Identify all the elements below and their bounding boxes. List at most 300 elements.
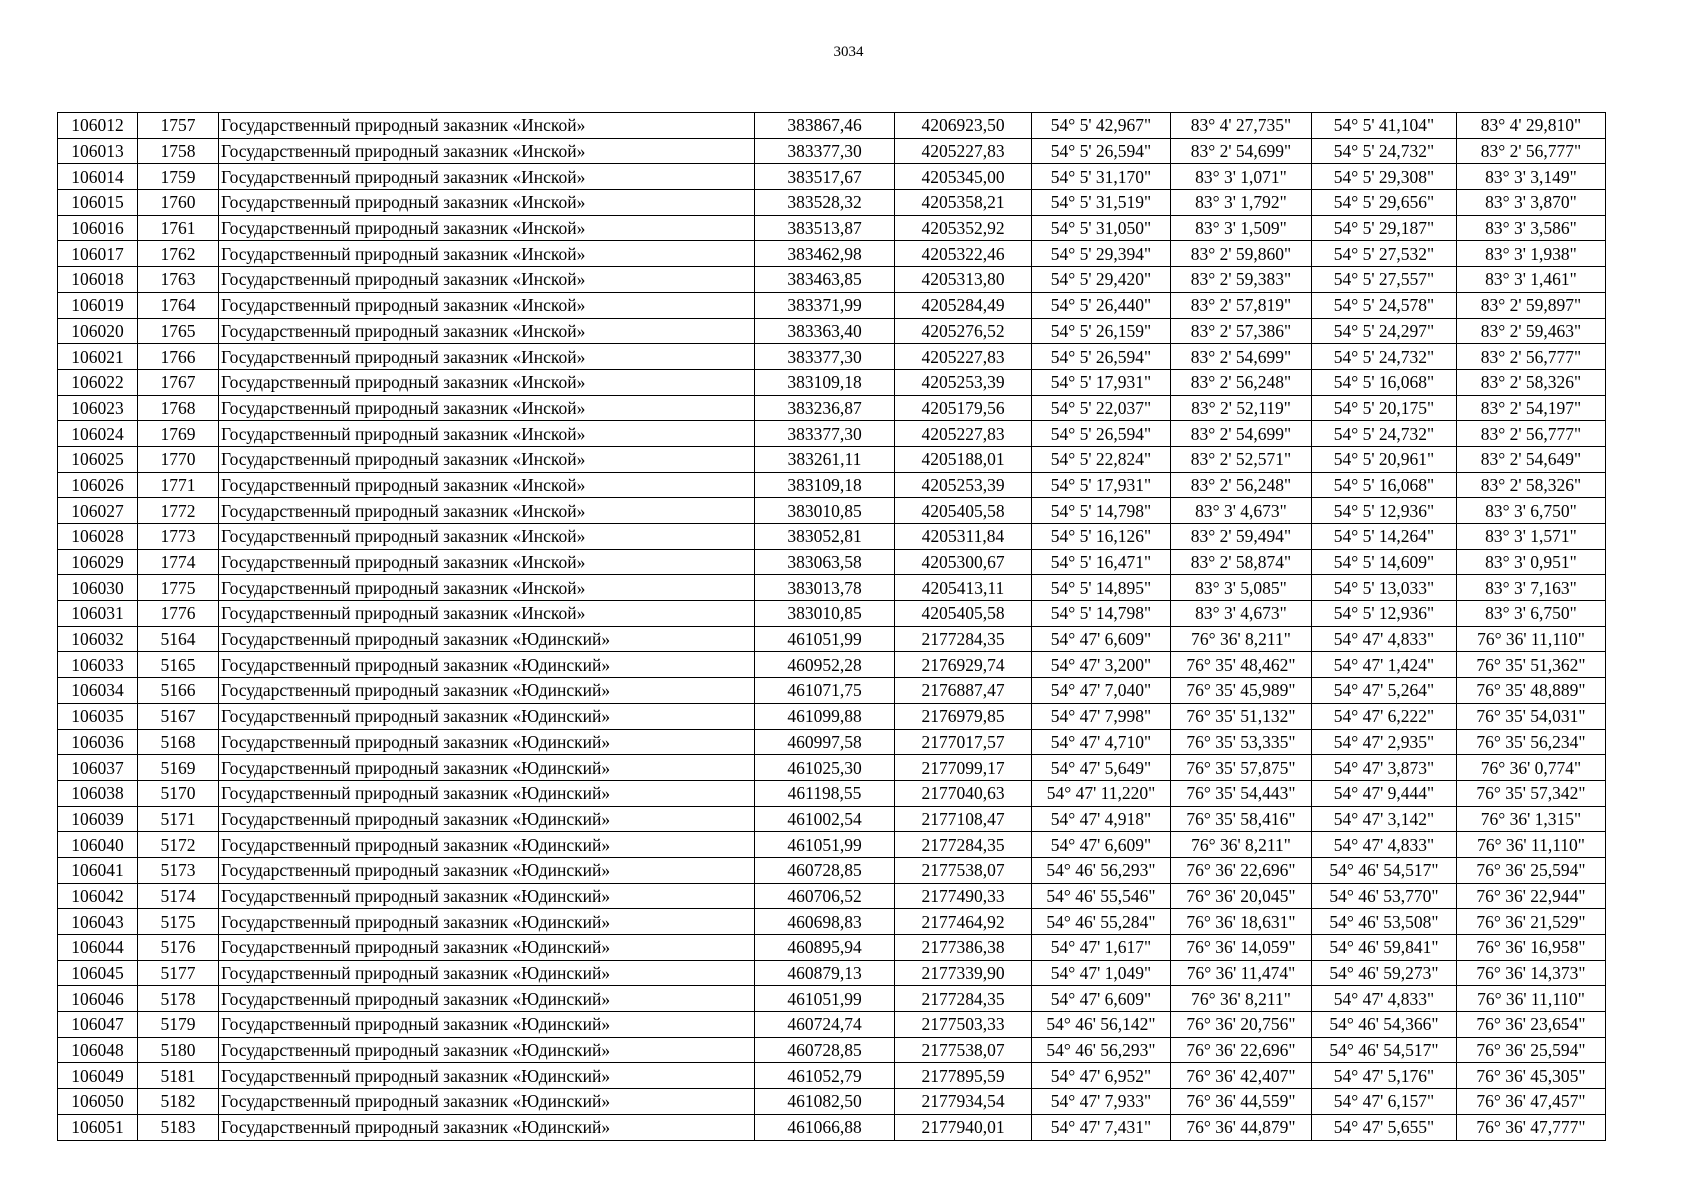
record-id-cell: 106038 xyxy=(58,780,138,806)
object-name-cell: Государственный природный заказник «Юдинский» xyxy=(219,1037,755,1063)
latitude-1-cell: 54° 47' 6,952" xyxy=(1032,1063,1171,1089)
object-name-cell: Государственный природный заказник «Инской» xyxy=(219,601,755,627)
point-number-cell: 1771 xyxy=(138,472,219,498)
x-coordinate-cell: 461051,99 xyxy=(755,832,895,858)
x-coordinate-cell: 383462,98 xyxy=(755,241,895,267)
longitude-1-cell: 83° 3' 1,071" xyxy=(1171,164,1312,190)
x-coordinate-cell: 383867,46 xyxy=(755,113,895,139)
y-coordinate-cell: 2177284,35 xyxy=(895,832,1032,858)
latitude-1-cell: 54° 47' 1,617" xyxy=(1032,935,1171,961)
table-row xyxy=(58,215,1606,241)
table-row xyxy=(58,267,1606,293)
object-name-cell: Государственный природный заказник «Инской» xyxy=(219,575,755,601)
x-coordinate-cell: 383013,78 xyxy=(755,575,895,601)
table-row xyxy=(58,960,1606,986)
table-body xyxy=(58,113,1606,1141)
x-coordinate-cell: 383371,99 xyxy=(755,292,895,318)
latitude-1-cell: 54° 46' 55,284" xyxy=(1032,909,1171,935)
object-name-cell: Государственный природный заказник «Юдинский» xyxy=(219,626,755,652)
latitude-2-cell: 54° 5' 20,961" xyxy=(1312,446,1457,472)
page-number: 3034 xyxy=(833,44,864,60)
longitude-2-cell: 83° 2' 59,463" xyxy=(1457,318,1606,344)
latitude-2-cell: 54° 47' 5,264" xyxy=(1312,678,1457,704)
longitude-1-cell: 83° 3' 5,085" xyxy=(1171,575,1312,601)
latitude-2-cell: 54° 47' 4,833" xyxy=(1312,626,1457,652)
longitude-1-cell: 76° 36' 14,059" xyxy=(1171,935,1312,961)
point-number-cell: 1762 xyxy=(138,241,219,267)
y-coordinate-cell: 2177040,63 xyxy=(895,780,1032,806)
table-row xyxy=(58,703,1606,729)
longitude-2-cell: 83° 3' 6,750" xyxy=(1457,601,1606,627)
latitude-2-cell: 54° 47' 3,142" xyxy=(1312,806,1457,832)
x-coordinate-cell: 383377,30 xyxy=(755,421,895,447)
record-id-cell: 106050 xyxy=(58,1089,138,1115)
point-number-cell: 5179 xyxy=(138,1012,219,1038)
y-coordinate-cell: 2177284,35 xyxy=(895,986,1032,1012)
y-coordinate-cell: 4205179,56 xyxy=(895,395,1032,421)
longitude-1-cell: 76° 35' 54,443" xyxy=(1171,780,1312,806)
point-number-cell: 1765 xyxy=(138,318,219,344)
latitude-1-cell: 54° 5' 16,471" xyxy=(1032,549,1171,575)
longitude-1-cell: 83° 2' 56,248" xyxy=(1171,369,1312,395)
point-number-cell: 5169 xyxy=(138,755,219,781)
longitude-1-cell: 76° 35' 48,462" xyxy=(1171,652,1312,678)
longitude-1-cell: 76° 35' 53,335" xyxy=(1171,729,1312,755)
y-coordinate-cell: 2177895,59 xyxy=(895,1063,1032,1089)
latitude-1-cell: 54° 46' 56,293" xyxy=(1032,857,1171,883)
x-coordinate-cell: 461082,50 xyxy=(755,1089,895,1115)
longitude-2-cell: 83° 3' 3,149" xyxy=(1457,164,1606,190)
record-id-cell: 106030 xyxy=(58,575,138,601)
x-coordinate-cell: 383377,30 xyxy=(755,344,895,370)
latitude-2-cell: 54° 47' 5,176" xyxy=(1312,1063,1457,1089)
longitude-2-cell: 76° 35' 57,342" xyxy=(1457,780,1606,806)
table-row xyxy=(58,524,1606,550)
point-number-cell: 5176 xyxy=(138,935,219,961)
object-name-cell: Государственный природный заказник «Юдинский» xyxy=(219,909,755,935)
x-coordinate-cell: 383377,30 xyxy=(755,138,895,164)
point-number-cell: 5180 xyxy=(138,1037,219,1063)
longitude-2-cell: 76° 36' 14,373" xyxy=(1457,960,1606,986)
latitude-2-cell: 54° 46' 53,770" xyxy=(1312,883,1457,909)
table-row xyxy=(58,678,1606,704)
longitude-2-cell: 83° 2' 58,326" xyxy=(1457,472,1606,498)
latitude-1-cell: 54° 5' 26,594" xyxy=(1032,421,1171,447)
record-id-cell: 106033 xyxy=(58,652,138,678)
longitude-2-cell: 76° 35' 48,889" xyxy=(1457,678,1606,704)
object-name-cell: Государственный природный заказник «Юдинский» xyxy=(219,1114,755,1140)
point-number-cell: 1772 xyxy=(138,498,219,524)
longitude-2-cell: 76° 36' 21,529" xyxy=(1457,909,1606,935)
x-coordinate-cell: 383528,32 xyxy=(755,190,895,216)
table-row xyxy=(58,421,1606,447)
y-coordinate-cell: 2177464,92 xyxy=(895,909,1032,935)
longitude-1-cell: 76° 36' 11,474" xyxy=(1171,960,1312,986)
latitude-2-cell: 54° 5' 27,532" xyxy=(1312,241,1457,267)
x-coordinate-cell: 461071,75 xyxy=(755,678,895,704)
record-id-cell: 106043 xyxy=(58,909,138,935)
latitude-2-cell: 54° 46' 54,517" xyxy=(1312,1037,1457,1063)
point-number-cell: 1757 xyxy=(138,113,219,139)
point-number-cell: 5181 xyxy=(138,1063,219,1089)
latitude-1-cell: 54° 5' 14,798" xyxy=(1032,601,1171,627)
table-row xyxy=(58,601,1606,627)
latitude-1-cell: 54° 47' 7,998" xyxy=(1032,703,1171,729)
y-coordinate-cell: 2177538,07 xyxy=(895,857,1032,883)
latitude-2-cell: 54° 5' 41,104" xyxy=(1312,113,1457,139)
record-id-cell: 106026 xyxy=(58,472,138,498)
y-coordinate-cell: 2177284,35 xyxy=(895,626,1032,652)
longitude-1-cell: 83° 2' 59,494" xyxy=(1171,524,1312,550)
record-id-cell: 106020 xyxy=(58,318,138,344)
x-coordinate-cell: 460698,83 xyxy=(755,909,895,935)
latitude-1-cell: 54° 47' 6,609" xyxy=(1032,626,1171,652)
latitude-1-cell: 54° 47' 5,649" xyxy=(1032,755,1171,781)
record-id-cell: 106024 xyxy=(58,421,138,447)
latitude-2-cell: 54° 5' 29,187" xyxy=(1312,215,1457,241)
point-number-cell: 1760 xyxy=(138,190,219,216)
y-coordinate-cell: 2177503,33 xyxy=(895,1012,1032,1038)
table-row xyxy=(58,1012,1606,1038)
object-name-cell: Государственный природный заказник «Инской» xyxy=(219,267,755,293)
y-coordinate-cell: 4205358,21 xyxy=(895,190,1032,216)
longitude-1-cell: 83° 2' 57,819" xyxy=(1171,292,1312,318)
record-id-cell: 106027 xyxy=(58,498,138,524)
point-number-cell: 1764 xyxy=(138,292,219,318)
latitude-2-cell: 54° 5' 14,609" xyxy=(1312,549,1457,575)
longitude-2-cell: 83° 2' 54,197" xyxy=(1457,395,1606,421)
longitude-2-cell: 83° 2' 56,777" xyxy=(1457,138,1606,164)
latitude-2-cell: 54° 47' 1,424" xyxy=(1312,652,1457,678)
latitude-1-cell: 54° 5' 16,126" xyxy=(1032,524,1171,550)
object-name-cell: Государственный природный заказник «Юдинский» xyxy=(219,857,755,883)
x-coordinate-cell: 460706,52 xyxy=(755,883,895,909)
latitude-1-cell: 54° 47' 7,431" xyxy=(1032,1114,1171,1140)
point-number-cell: 5165 xyxy=(138,652,219,678)
table-row xyxy=(58,138,1606,164)
longitude-2-cell: 83° 4' 29,810" xyxy=(1457,113,1606,139)
longitude-1-cell: 83° 2' 56,248" xyxy=(1171,472,1312,498)
latitude-2-cell: 54° 47' 5,655" xyxy=(1312,1114,1457,1140)
table-row xyxy=(58,318,1606,344)
record-id-cell: 106017 xyxy=(58,241,138,267)
point-number-cell: 1773 xyxy=(138,524,219,550)
record-id-cell: 106028 xyxy=(58,524,138,550)
latitude-1-cell: 54° 5' 22,824" xyxy=(1032,446,1171,472)
coordinates-table xyxy=(57,112,1606,1141)
longitude-2-cell: 76° 36' 47,457" xyxy=(1457,1089,1606,1115)
latitude-1-cell: 54° 47' 7,933" xyxy=(1032,1089,1171,1115)
point-number-cell: 1770 xyxy=(138,446,219,472)
point-number-cell: 1767 xyxy=(138,369,219,395)
object-name-cell: Государственный природный заказник «Инской» xyxy=(219,395,755,421)
y-coordinate-cell: 4205253,39 xyxy=(895,472,1032,498)
record-id-cell: 106049 xyxy=(58,1063,138,1089)
longitude-1-cell: 76° 36' 20,756" xyxy=(1171,1012,1312,1038)
latitude-2-cell: 54° 5' 12,936" xyxy=(1312,601,1457,627)
y-coordinate-cell: 4205284,49 xyxy=(895,292,1032,318)
longitude-2-cell: 76° 36' 11,110" xyxy=(1457,626,1606,652)
y-coordinate-cell: 4205300,67 xyxy=(895,549,1032,575)
latitude-1-cell: 54° 5' 31,050" xyxy=(1032,215,1171,241)
latitude-2-cell: 54° 47' 6,157" xyxy=(1312,1089,1457,1115)
object-name-cell: Государственный природный заказник «Инской» xyxy=(219,138,755,164)
record-id-cell: 106037 xyxy=(58,755,138,781)
longitude-2-cell: 76° 36' 25,594" xyxy=(1457,857,1606,883)
longitude-2-cell: 83° 3' 1,571" xyxy=(1457,524,1606,550)
table-row xyxy=(58,1037,1606,1063)
object-name-cell: Государственный природный заказник «Инской» xyxy=(219,292,755,318)
table-row xyxy=(58,164,1606,190)
point-number-cell: 1776 xyxy=(138,601,219,627)
x-coordinate-cell: 461052,79 xyxy=(755,1063,895,1089)
object-name-cell: Государственный природный заказник «Юдинский» xyxy=(219,729,755,755)
table-row xyxy=(58,498,1606,524)
record-id-cell: 106042 xyxy=(58,883,138,909)
point-number-cell: 5167 xyxy=(138,703,219,729)
record-id-cell: 106046 xyxy=(58,986,138,1012)
latitude-1-cell: 54° 47' 4,918" xyxy=(1032,806,1171,832)
longitude-2-cell: 83° 2' 59,897" xyxy=(1457,292,1606,318)
latitude-2-cell: 54° 46' 54,366" xyxy=(1312,1012,1457,1038)
object-name-cell: Государственный природный заказник «Инской» xyxy=(219,549,755,575)
latitude-2-cell: 54° 5' 24,732" xyxy=(1312,138,1457,164)
x-coordinate-cell: 383236,87 xyxy=(755,395,895,421)
y-coordinate-cell: 4205227,83 xyxy=(895,344,1032,370)
y-coordinate-cell: 4205227,83 xyxy=(895,138,1032,164)
latitude-2-cell: 54° 5' 20,175" xyxy=(1312,395,1457,421)
longitude-1-cell: 83° 2' 52,571" xyxy=(1171,446,1312,472)
latitude-2-cell: 54° 47' 6,222" xyxy=(1312,703,1457,729)
longitude-2-cell: 83° 3' 1,938" xyxy=(1457,241,1606,267)
object-name-cell: Государственный природный заказник «Юдинский» xyxy=(219,832,755,858)
point-number-cell: 5168 xyxy=(138,729,219,755)
longitude-1-cell: 83° 2' 57,386" xyxy=(1171,318,1312,344)
longitude-2-cell: 83° 3' 7,163" xyxy=(1457,575,1606,601)
object-name-cell: Государственный природный заказник «Инской» xyxy=(219,421,755,447)
point-number-cell: 5178 xyxy=(138,986,219,1012)
table-row xyxy=(58,549,1606,575)
point-number-cell: 1775 xyxy=(138,575,219,601)
object-name-cell: Государственный природный заказник «Инской» xyxy=(219,344,755,370)
point-number-cell: 1768 xyxy=(138,395,219,421)
y-coordinate-cell: 4205405,58 xyxy=(895,601,1032,627)
x-coordinate-cell: 461051,99 xyxy=(755,986,895,1012)
x-coordinate-cell: 460724,74 xyxy=(755,1012,895,1038)
longitude-1-cell: 83° 2' 59,383" xyxy=(1171,267,1312,293)
x-coordinate-cell: 461198,55 xyxy=(755,780,895,806)
longitude-2-cell: 76° 35' 56,234" xyxy=(1457,729,1606,755)
table-row xyxy=(58,113,1606,139)
record-id-cell: 106014 xyxy=(58,164,138,190)
table-row xyxy=(58,780,1606,806)
x-coordinate-cell: 383052,81 xyxy=(755,524,895,550)
record-id-cell: 106018 xyxy=(58,267,138,293)
object-name-cell: Государственный природный заказник «Инской» xyxy=(219,498,755,524)
y-coordinate-cell: 2177099,17 xyxy=(895,755,1032,781)
y-coordinate-cell: 2177538,07 xyxy=(895,1037,1032,1063)
latitude-1-cell: 54° 46' 56,142" xyxy=(1032,1012,1171,1038)
latitude-2-cell: 54° 5' 16,068" xyxy=(1312,472,1457,498)
latitude-1-cell: 54° 47' 3,200" xyxy=(1032,652,1171,678)
longitude-2-cell: 76° 36' 1,315" xyxy=(1457,806,1606,832)
latitude-1-cell: 54° 5' 14,798" xyxy=(1032,498,1171,524)
longitude-2-cell: 83° 2' 54,649" xyxy=(1457,446,1606,472)
x-coordinate-cell: 461066,88 xyxy=(755,1114,895,1140)
record-id-cell: 106032 xyxy=(58,626,138,652)
object-name-cell: Государственный природный заказник «Юдинский» xyxy=(219,1012,755,1038)
latitude-2-cell: 54° 47' 3,873" xyxy=(1312,755,1457,781)
latitude-2-cell: 54° 47' 4,833" xyxy=(1312,986,1457,1012)
table-row xyxy=(58,1089,1606,1115)
table-row xyxy=(58,446,1606,472)
object-name-cell: Государственный природный заказник «Юдинский» xyxy=(219,780,755,806)
latitude-2-cell: 54° 5' 13,033" xyxy=(1312,575,1457,601)
table-row xyxy=(58,806,1606,832)
latitude-2-cell: 54° 5' 16,068" xyxy=(1312,369,1457,395)
latitude-2-cell: 54° 46' 59,273" xyxy=(1312,960,1457,986)
point-number-cell: 1758 xyxy=(138,138,219,164)
y-coordinate-cell: 4205311,84 xyxy=(895,524,1032,550)
y-coordinate-cell: 4205276,52 xyxy=(895,318,1032,344)
latitude-2-cell: 54° 46' 53,508" xyxy=(1312,909,1457,935)
latitude-1-cell: 54° 5' 29,394" xyxy=(1032,241,1171,267)
table-row xyxy=(58,883,1606,909)
longitude-2-cell: 83° 2' 58,326" xyxy=(1457,369,1606,395)
y-coordinate-cell: 4205253,39 xyxy=(895,369,1032,395)
record-id-cell: 106021 xyxy=(58,344,138,370)
latitude-2-cell: 54° 5' 24,297" xyxy=(1312,318,1457,344)
record-id-cell: 106019 xyxy=(58,292,138,318)
table-row xyxy=(58,395,1606,421)
latitude-1-cell: 54° 5' 22,037" xyxy=(1032,395,1171,421)
latitude-1-cell: 54° 47' 11,220" xyxy=(1032,780,1171,806)
latitude-2-cell: 54° 46' 54,517" xyxy=(1312,857,1457,883)
record-id-cell: 106023 xyxy=(58,395,138,421)
longitude-1-cell: 83° 2' 54,699" xyxy=(1171,138,1312,164)
y-coordinate-cell: 4205227,83 xyxy=(895,421,1032,447)
table-row xyxy=(58,575,1606,601)
record-id-cell: 106034 xyxy=(58,678,138,704)
y-coordinate-cell: 2177339,90 xyxy=(895,960,1032,986)
longitude-1-cell: 76° 35' 51,132" xyxy=(1171,703,1312,729)
x-coordinate-cell: 460728,85 xyxy=(755,857,895,883)
longitude-1-cell: 83° 3' 4,673" xyxy=(1171,601,1312,627)
longitude-1-cell: 76° 36' 44,879" xyxy=(1171,1114,1312,1140)
table-row xyxy=(58,729,1606,755)
latitude-1-cell: 54° 46' 56,293" xyxy=(1032,1037,1171,1063)
x-coordinate-cell: 461002,54 xyxy=(755,806,895,832)
y-coordinate-cell: 2177490,33 xyxy=(895,883,1032,909)
point-number-cell: 1759 xyxy=(138,164,219,190)
longitude-2-cell: 76° 35' 51,362" xyxy=(1457,652,1606,678)
x-coordinate-cell: 383010,85 xyxy=(755,498,895,524)
object-name-cell: Государственный природный заказник «Инской» xyxy=(219,369,755,395)
longitude-2-cell: 83° 3' 1,461" xyxy=(1457,267,1606,293)
point-number-cell: 5182 xyxy=(138,1089,219,1115)
latitude-1-cell: 54° 5' 26,594" xyxy=(1032,344,1171,370)
latitude-2-cell: 54° 47' 2,935" xyxy=(1312,729,1457,755)
record-id-cell: 106041 xyxy=(58,857,138,883)
table-row xyxy=(58,292,1606,318)
object-name-cell: Государственный природный заказник «Юдинский» xyxy=(219,806,755,832)
object-name-cell: Государственный природный заказник «Инской» xyxy=(219,190,755,216)
x-coordinate-cell: 461051,99 xyxy=(755,626,895,652)
object-name-cell: Государственный природный заказник «Инской» xyxy=(219,472,755,498)
record-id-cell: 106012 xyxy=(58,113,138,139)
object-name-cell: Государственный природный заказник «Инской» xyxy=(219,241,755,267)
longitude-1-cell: 76° 36' 8,211" xyxy=(1171,626,1312,652)
longitude-2-cell: 76° 36' 0,774" xyxy=(1457,755,1606,781)
latitude-1-cell: 54° 47' 4,710" xyxy=(1032,729,1171,755)
table-row xyxy=(58,986,1606,1012)
y-coordinate-cell: 2177386,38 xyxy=(895,935,1032,961)
point-number-cell: 5173 xyxy=(138,857,219,883)
latitude-2-cell: 54° 5' 24,578" xyxy=(1312,292,1457,318)
longitude-1-cell: 83° 2' 54,699" xyxy=(1171,344,1312,370)
x-coordinate-cell: 460728,85 xyxy=(755,1037,895,1063)
longitude-1-cell: 76° 36' 44,559" xyxy=(1171,1089,1312,1115)
table-row xyxy=(58,755,1606,781)
x-coordinate-cell: 460895,94 xyxy=(755,935,895,961)
longitude-1-cell: 83° 3' 4,673" xyxy=(1171,498,1312,524)
latitude-1-cell: 54° 5' 26,440" xyxy=(1032,292,1171,318)
record-id-cell: 106036 xyxy=(58,729,138,755)
latitude-1-cell: 54° 5' 17,931" xyxy=(1032,369,1171,395)
table-row xyxy=(58,344,1606,370)
table-row xyxy=(58,190,1606,216)
y-coordinate-cell: 4205405,58 xyxy=(895,498,1032,524)
point-number-cell: 1766 xyxy=(138,344,219,370)
longitude-1-cell: 76° 36' 22,696" xyxy=(1171,857,1312,883)
latitude-2-cell: 54° 5' 12,936" xyxy=(1312,498,1457,524)
longitude-2-cell: 83° 3' 6,750" xyxy=(1457,498,1606,524)
x-coordinate-cell: 383463,85 xyxy=(755,267,895,293)
object-name-cell: Государственный природный заказник «Инской» xyxy=(219,215,755,241)
record-id-cell: 106047 xyxy=(58,1012,138,1038)
latitude-1-cell: 54° 47' 6,609" xyxy=(1032,986,1171,1012)
object-name-cell: Государственный природный заказник «Юдинский» xyxy=(219,1089,755,1115)
y-coordinate-cell: 4206923,50 xyxy=(895,113,1032,139)
point-number-cell: 5171 xyxy=(138,806,219,832)
object-name-cell: Государственный природный заказник «Инской» xyxy=(219,164,755,190)
y-coordinate-cell: 2177934,54 xyxy=(895,1089,1032,1115)
longitude-1-cell: 76° 36' 42,407" xyxy=(1171,1063,1312,1089)
x-coordinate-cell: 383109,18 xyxy=(755,472,895,498)
longitude-1-cell: 83° 3' 1,509" xyxy=(1171,215,1312,241)
point-number-cell: 5174 xyxy=(138,883,219,909)
longitude-1-cell: 76° 36' 20,045" xyxy=(1171,883,1312,909)
latitude-2-cell: 54° 47' 4,833" xyxy=(1312,832,1457,858)
y-coordinate-cell: 2177017,57 xyxy=(895,729,1032,755)
latitude-2-cell: 54° 5' 29,656" xyxy=(1312,190,1457,216)
longitude-2-cell: 76° 36' 22,944" xyxy=(1457,883,1606,909)
latitude-2-cell: 54° 5' 24,732" xyxy=(1312,344,1457,370)
longitude-2-cell: 76° 36' 45,305" xyxy=(1457,1063,1606,1089)
latitude-1-cell: 54° 5' 26,594" xyxy=(1032,138,1171,164)
object-name-cell: Государственный природный заказник «Юдинский» xyxy=(219,883,755,909)
latitude-2-cell: 54° 47' 9,444" xyxy=(1312,780,1457,806)
latitude-1-cell: 54° 5' 31,170" xyxy=(1032,164,1171,190)
longitude-1-cell: 83° 4' 27,735" xyxy=(1171,113,1312,139)
latitude-2-cell: 54° 46' 59,841" xyxy=(1312,935,1457,961)
latitude-1-cell: 54° 47' 1,049" xyxy=(1032,960,1171,986)
longitude-1-cell: 83° 3' 1,792" xyxy=(1171,190,1312,216)
latitude-1-cell: 54° 5' 17,931" xyxy=(1032,472,1171,498)
y-coordinate-cell: 4205352,92 xyxy=(895,215,1032,241)
record-id-cell: 106022 xyxy=(58,369,138,395)
point-number-cell: 5183 xyxy=(138,1114,219,1140)
